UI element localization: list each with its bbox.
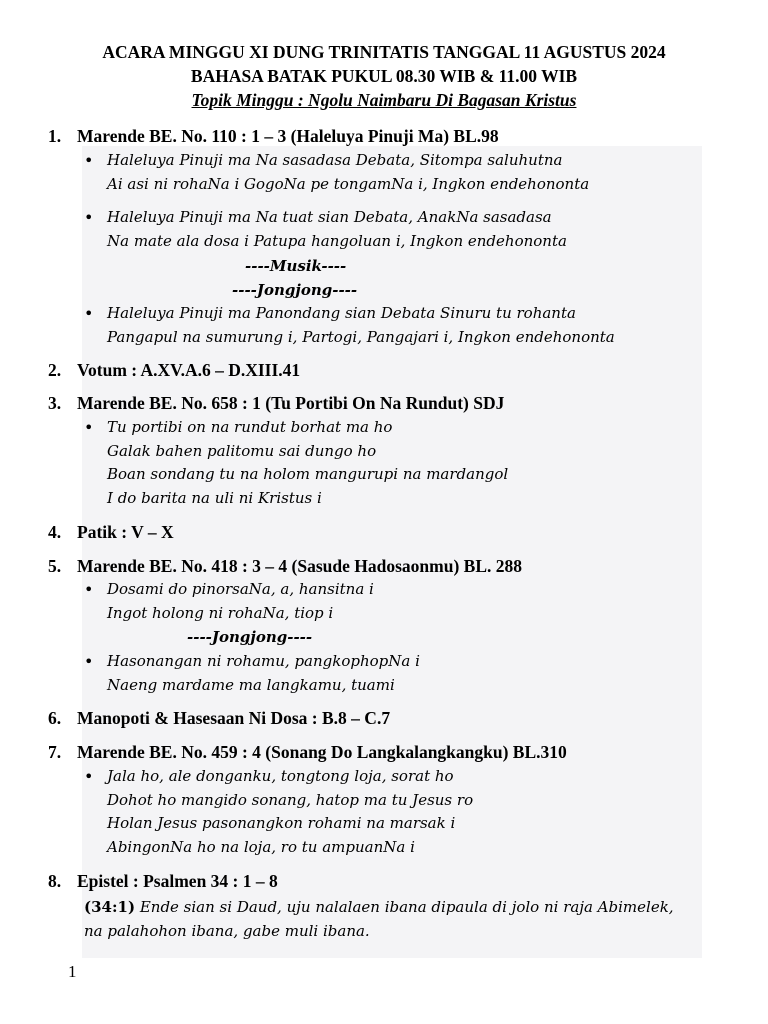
section-7-heading [48,741,567,763]
verse-line: Hasonangan ni rohamu, pangkophopNa i [107,652,420,670]
page-number: 1 [68,962,77,981]
interlude-jongjong: ----Jongjong---- [187,628,313,646]
verse-line: Pangapul na sumurung i, Partogi, Pangajari i, Ingkon endehononta [107,327,615,346]
section-number: 4. [48,522,62,542]
verse-reference: (34:1) [84,898,136,916]
verse-line: AbingonNa ho na loja, ro tu ampuanNa i [107,837,415,856]
section-number: 3. [48,393,62,413]
verse-line: I do barita na uli ni Kristus i [107,488,322,507]
verse-line: Tu portibi on na rundut borhat ma ho [107,418,393,436]
interlude-musik: ----Musik---- [245,257,347,275]
section-title: Patik : V – X [77,522,174,542]
verse-line: Holan Jesus pasonangkon rohami na marsak i [107,814,456,832]
bullet-icon: • [84,652,94,671]
document-header [0,40,768,112]
section-number: 6. [48,708,62,728]
verse-line: Haleluya Pinuji ma Panondang sian Debata Sinuru tu rohanta [107,304,576,322]
section-title: Marende BE. No. 110 : 1 – 3 (Haleluya Pinuji Ma) BL.98 [77,126,499,146]
section-4-heading [48,521,174,543]
bullet-icon: • [84,767,94,786]
verse-line: Na mate ala dosa i Patupa hangoluan i, Ingkon endehononta [107,231,567,250]
section-3-heading [48,392,504,414]
bullet-icon: • [84,418,94,437]
section-5-heading [48,555,522,577]
bullet-icon: • [84,208,94,227]
verse-line: Galak bahen palitomu sai dungo ho [107,441,377,460]
verse-line: Dohot ho mangido sonang, hatop ma tu Jesus ro [107,790,474,809]
reading-line: Ende sian si Daud, uju nalalaen ibana dipaula di jolo ni raja Abimelek, [139,898,674,916]
verse-line: Haleluya Pinuji ma Na sasadasa Debata, Sitompa saluhutna [107,151,563,169]
verse-line: Jala ho, ale donganku, tongtong loja, sorat ho [107,767,454,785]
header-subtitle-line: BAHASA BATAK PUKUL 08.30 WIB & 11.00 WIB [190,66,578,86]
verse-line: Ai asi ni rohaNa i GogoNa pe tongamNa i, Ingkon endehononta [107,174,590,193]
section-title: Votum : A.XV.A.6 – D.XIII.41 [77,360,301,380]
verse-line: Boan sondang tu na holom mangurupi na mardangol [107,465,509,483]
section-6-heading [48,707,390,729]
section-title: Marende BE. No. 459 : 4 (Sonang Do Langkalangkangku) BL.310 [77,742,567,762]
header-title-line: ACARA MINGGU XI DUNG TRINITATIS TANGGAL 11 AGUSTUS 2024 [102,42,666,62]
verse-line: Naeng mardame ma langkamu, tuami [107,675,395,694]
section-number: 2. [48,360,62,380]
verse-line: Ingot holong ni rohaNa, tiop i [107,603,334,622]
section-number: 7. [48,742,62,762]
section-title: Epistel : Psalmen 34 : 1 – 8 [77,871,278,891]
section-number: 5. [48,556,62,576]
section-2-heading [48,359,300,381]
bullet-icon: • [84,151,94,170]
header-topic: Topik Minggu : Ngolu Naimbaru Di Bagasan Kristus [191,90,577,110]
section-number: 8. [48,871,62,891]
section-8-heading [48,870,278,892]
bullet-icon: • [84,304,94,323]
verse-line: Dosami do pinorsaNa, a, hansitna i [107,580,374,598]
section-title: Marende BE. No. 658 : 1 (Tu Portibi On Na Rundut) SDJ [77,393,505,413]
section-title: Manopoti & Hasesaan Ni Dosa : B.8 – C.7 [77,708,391,728]
reading-line: na palahohon ibana, gabe muli ibana. [84,921,370,940]
epistle-reading [84,896,674,943]
verse-line: Haleluya Pinuji ma Na tuat sian Debata, AnakNa sasadasa [107,208,552,226]
interlude-jongjong: ----Jongjong---- [232,281,358,299]
section-title: Marende BE. No. 418 : 3 – 4 (Sasude Hadosaonmu) BL. 288 [77,556,523,576]
section-number: 1. [48,126,62,146]
bullet-icon: • [84,580,94,599]
section-1-heading [48,125,499,147]
